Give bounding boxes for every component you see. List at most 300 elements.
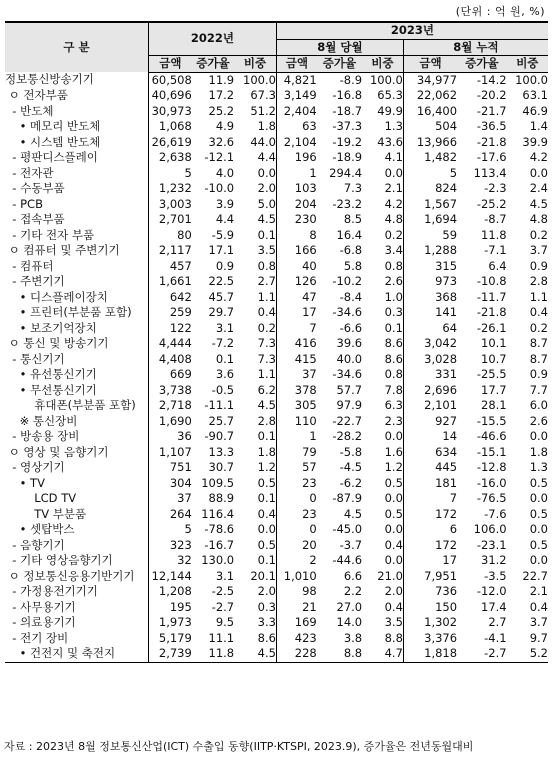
- cell-share-2022: 0.1: [257, 491, 276, 505]
- table-row: [5, 119, 548, 135]
- cell-growth-aug: -10.2: [332, 274, 363, 288]
- cell-growth-cum: -21.8: [476, 134, 507, 149]
- cell-growth-aug: -18.9: [332, 150, 363, 164]
- cell-growth-2022: 3.6: [215, 367, 235, 381]
- cell-growth-aug: 7.3: [343, 181, 363, 195]
- cell-amount-cum: 445: [403, 460, 457, 476]
- cell-growth-2022: 30.7: [208, 460, 235, 474]
- header-category: 구 분: [5, 22, 148, 72]
- row-label: • TV: [5, 476, 148, 492]
- cell-share-cum: 0.0: [529, 165, 548, 180]
- cell-growth-cum: -14.2: [476, 72, 507, 87]
- table-row: [5, 150, 548, 166]
- cell-amount-cum: 13,966: [403, 135, 457, 151]
- header-growth-2022: 증가율: [192, 56, 234, 73]
- cell-share-2022: 3.3: [257, 615, 276, 629]
- cell-share-2022: 5.0: [257, 196, 276, 211]
- cell-amount-cum: 3,028: [403, 352, 457, 368]
- cell-growth-2022: -90.7: [204, 429, 235, 443]
- cell-amount-aug: 23: [276, 507, 316, 523]
- cell-growth-2022: 22.5: [208, 274, 235, 288]
- cell-growth-2022: 3.9: [215, 196, 235, 211]
- cell-amount-aug: 1: [276, 166, 316, 182]
- cell-amount-aug: 21: [276, 600, 316, 616]
- cell-share-cum: 4.2: [529, 150, 548, 164]
- cell-amount-cum: 64: [403, 321, 457, 337]
- cell-growth-2022: 17.1: [208, 243, 235, 257]
- cell-growth-2022: 32.6: [208, 134, 235, 149]
- cell-growth-cum: -8.7: [484, 212, 507, 226]
- cell-growth-2022: 29.7: [208, 305, 235, 319]
- cell-growth-cum: -36.5: [476, 119, 507, 133]
- cell-growth-aug: -44.6: [332, 553, 363, 567]
- cell-share-2022: 0.4: [257, 305, 276, 319]
- cell-amount-aug: 40: [276, 259, 316, 275]
- cell-share-2022: 1.2: [257, 460, 276, 474]
- cell-share-cum: 0.5: [529, 537, 548, 552]
- row-label: - 의료용기기: [5, 615, 148, 631]
- cell-share-cum: 7.7: [529, 382, 548, 397]
- cell-amount-aug: 98: [276, 584, 316, 600]
- cell-amount-cum: 1,818: [403, 646, 457, 662]
- cell-share-aug: 8.6: [384, 336, 403, 350]
- table-row: [5, 197, 548, 213]
- cell-share-cum: 8.7: [529, 336, 548, 350]
- cell-amount-aug: 57: [276, 460, 316, 476]
- cell-growth-cum: 113.4: [473, 165, 507, 180]
- header-growth-aug: 증가율: [317, 56, 362, 73]
- table-row: [5, 553, 548, 569]
- row-label: • 건전지 및 축전지: [5, 646, 148, 662]
- table-row: [5, 367, 548, 383]
- cell-amount-aug: 126: [276, 274, 316, 290]
- cell-amount-aug: 169: [276, 615, 316, 631]
- cell-growth-cum: -2.7: [457, 646, 507, 662]
- cell-share-2022: 1.8: [257, 444, 276, 459]
- cell-share-2022: 4.5: [234, 646, 276, 662]
- cell-growth-aug: 39.6: [336, 336, 363, 350]
- cell-amount-2022: 60,508: [151, 72, 192, 87]
- cell-growth-cum: 28.1: [481, 398, 507, 412]
- cell-amount-cum: 1,302: [403, 615, 457, 631]
- table-row: [5, 259, 548, 275]
- cell-growth-aug: 14.0: [336, 615, 363, 629]
- cell-amount-aug: 8: [276, 228, 316, 244]
- cell-share-2022: 0.8: [257, 258, 276, 273]
- cell-growth-2022: 3.1: [215, 320, 235, 335]
- cell-amount-cum: 1,288: [403, 243, 457, 259]
- cell-growth-cum: -12.8: [476, 460, 507, 474]
- cell-amount-2022: 37: [177, 491, 192, 505]
- cell-growth-aug: -22.7: [332, 413, 363, 428]
- cell-share-cum: 0.0: [529, 522, 548, 536]
- cell-amount-cum: 17: [403, 553, 457, 569]
- cell-share-aug: 0.1: [384, 320, 403, 335]
- row-label: - 주변기기: [5, 274, 148, 290]
- header-aug-current: 8월 당월: [276, 39, 403, 56]
- cell-amount-2022: 1,107: [158, 444, 192, 459]
- cell-share-aug: 49.9: [377, 103, 403, 118]
- cell-growth-cum: 11.8: [481, 227, 507, 242]
- cell-growth-aug: -34.6: [332, 305, 363, 319]
- cell-growth-aug: -8.4: [339, 289, 363, 304]
- cell-growth-aug: -34.6: [332, 367, 363, 381]
- table-row: [5, 383, 548, 399]
- cell-share-2022: 2.0: [257, 181, 276, 195]
- cell-amount-2022: 3,738: [158, 382, 192, 397]
- table-row: [5, 290, 548, 306]
- cell-share-aug: 1.6: [384, 444, 403, 459]
- table-row: [5, 414, 548, 430]
- cell-growth-cum: -25.2: [476, 196, 507, 211]
- cell-amount-cum: 141: [403, 305, 457, 321]
- cell-growth-cum: -10.8: [476, 274, 507, 288]
- cell-amount-cum: 927: [403, 414, 457, 430]
- cell-share-aug: 0.0: [384, 165, 403, 180]
- cell-amount-2022: 669: [169, 367, 192, 381]
- cell-amount-cum: 59: [403, 228, 457, 244]
- cell-growth-aug: -18.7: [332, 103, 363, 118]
- row-label: - 수동부품: [5, 181, 148, 197]
- cell-amount-cum: 34,977: [403, 72, 457, 88]
- cell-growth-aug: 294.4: [329, 165, 363, 180]
- cell-growth-aug: 6.6: [343, 568, 363, 583]
- row-label: - 방송용 장비: [5, 429, 148, 445]
- cell-share-aug: 0.8: [384, 367, 403, 381]
- cell-share-aug: 0.4: [384, 599, 403, 614]
- cell-share-cum: 5.2: [507, 646, 548, 662]
- table-row: [5, 460, 548, 476]
- cell-share-2022: 0.3: [257, 599, 276, 614]
- cell-share-aug: 0.5: [384, 475, 403, 490]
- cell-amount-2022: 323: [169, 537, 192, 552]
- table-row: [5, 631, 548, 647]
- header-amount-cum: 금액: [403, 56, 457, 73]
- cell-share-cum: 2.4: [529, 181, 548, 195]
- cell-amount-aug: 196: [276, 150, 316, 166]
- table-row: [5, 305, 548, 321]
- cell-share-2022: 1.1: [257, 289, 276, 304]
- cell-amount-2022: 5,179: [158, 630, 192, 645]
- table-body: [5, 72, 548, 662]
- row-label: - 통신기기: [5, 352, 148, 368]
- cell-amount-2022: 4,444: [158, 336, 192, 350]
- cell-amount-aug: 23: [276, 476, 316, 492]
- cell-growth-2022: -16.7: [204, 537, 235, 552]
- cell-share-2022: 6.2: [257, 382, 276, 397]
- cell-growth-cum: -4.1: [484, 630, 507, 645]
- cell-amount-2022: 1,690: [158, 413, 192, 428]
- cell-growth-2022: 13.3: [208, 444, 235, 459]
- row-label: • 시스템 반도체: [5, 135, 148, 151]
- cell-amount-2022: 457: [169, 258, 192, 273]
- cell-amount-cum: 172: [403, 538, 457, 554]
- header-growth-cum: 증가율: [457, 56, 507, 73]
- cell-share-aug: 21.0: [377, 568, 403, 583]
- cell-amount-2022: 4,408: [158, 351, 192, 366]
- row-label: - 컴퓨터: [5, 259, 148, 275]
- header-aug-cumulative: 8월 누적: [403, 39, 548, 56]
- cell-growth-2022: 109.5: [201, 475, 235, 490]
- cell-amount-2022: 1,661: [158, 274, 192, 288]
- header-amount-2022: 금액: [148, 56, 191, 73]
- row-label: • 무선통신기기: [5, 383, 148, 399]
- cell-growth-2022: -78.6: [204, 522, 235, 536]
- cell-share-2022: 4.5: [257, 212, 276, 226]
- cell-share-aug: 2.6: [384, 274, 403, 288]
- cell-growth-aug: 4.5: [343, 506, 363, 521]
- table-row: [5, 243, 548, 259]
- cell-growth-cum: -21.7: [476, 103, 507, 118]
- cell-amount-aug: 423: [276, 631, 316, 647]
- cell-share-cum: 3.7: [529, 615, 548, 629]
- cell-share-cum: 0.4: [529, 599, 548, 614]
- cell-share-cum: 2.6: [529, 413, 548, 428]
- cell-share-2022: 2.8: [257, 413, 276, 428]
- cell-share-cum: 0.0: [529, 429, 548, 443]
- row-label: - 사무용기기: [5, 600, 148, 616]
- cell-share-2022: 1.8: [257, 119, 276, 133]
- row-label: TV 부분품: [5, 507, 148, 523]
- table-row: [5, 445, 548, 461]
- table-row: [5, 429, 548, 445]
- cell-growth-2022: 11.8: [192, 646, 234, 662]
- cell-share-2022: 0.0: [257, 165, 276, 180]
- cell-amount-cum: 634: [403, 445, 457, 461]
- cell-growth-cum: 17.7: [481, 382, 507, 397]
- cell-amount-cum: 5: [403, 166, 457, 182]
- cell-share-cum: 6.0: [529, 398, 548, 412]
- cell-amount-aug: 378: [276, 383, 316, 399]
- cell-share-aug: 43.6: [377, 134, 403, 149]
- cell-amount-cum: 16,400: [403, 104, 457, 120]
- cell-share-aug: 4.7: [362, 646, 403, 662]
- cell-share-2022: 7.3: [257, 351, 276, 366]
- cell-growth-2022: -0.5: [211, 382, 235, 397]
- cell-growth-aug: 16.4: [336, 227, 363, 242]
- cell-share-aug: 4.1: [384, 150, 403, 164]
- cell-share-aug: 0.0: [384, 553, 403, 567]
- header-share-cum: 비중: [507, 56, 548, 73]
- cell-amount-aug: 4,821: [276, 72, 316, 88]
- row-label: • 보조기억장치: [5, 321, 148, 337]
- cell-growth-aug: -23.2: [332, 196, 363, 211]
- cell-growth-aug: -19.2: [332, 134, 363, 149]
- cell-growth-aug: 8.5: [343, 212, 363, 226]
- row-label: ※ 통신장비: [5, 414, 148, 430]
- row-label: - 기타 전자 부품: [5, 228, 148, 244]
- cell-share-aug: 8.8: [384, 630, 403, 645]
- cell-share-2022: 4.4: [257, 150, 276, 164]
- cell-growth-aug: -4.5: [339, 460, 363, 474]
- cell-growth-2022: 0.9: [215, 258, 235, 273]
- cell-amount-cum: 504: [403, 119, 457, 135]
- row-label: - 평판디스플레이: [5, 150, 148, 166]
- cell-amount-2022: 1,232: [158, 181, 192, 195]
- cell-growth-cum: -11.7: [476, 289, 507, 304]
- cell-share-cum: 0.9: [529, 258, 548, 273]
- cell-share-2022: 0.1: [257, 553, 276, 567]
- cell-amount-2022: 30,973: [151, 103, 192, 118]
- header-year-2022: 2022년: [148, 22, 276, 56]
- cell-share-2022: 1.1: [257, 367, 276, 381]
- row-label: LCD TV: [5, 491, 148, 507]
- cell-growth-2022: 45.7: [208, 289, 235, 304]
- cell-growth-2022: 130.0: [201, 553, 235, 567]
- cell-share-cum: 63.1: [522, 88, 548, 102]
- cell-growth-aug: -6.6: [339, 320, 363, 335]
- cell-amount-2022: 5: [184, 165, 192, 180]
- cell-share-cum: 22.7: [522, 568, 548, 583]
- table-row: [5, 181, 548, 197]
- cell-growth-aug: -87.9: [332, 491, 363, 505]
- cell-growth-aug: -6.2: [339, 475, 363, 490]
- row-label: - PCB: [5, 197, 148, 213]
- cell-amount-aug: 166: [276, 243, 316, 259]
- row-label: - 음향기기: [5, 538, 148, 554]
- cell-share-aug: 0.5: [384, 506, 403, 521]
- cell-share-2022: 0.5: [257, 475, 276, 490]
- cell-amount-2022: 26,619: [151, 134, 192, 149]
- cell-share-aug: 100.0: [369, 72, 403, 87]
- cell-amount-2022: 2,117: [158, 243, 192, 257]
- cell-amount-2022: 751: [169, 460, 192, 474]
- cell-share-aug: 6.3: [384, 398, 403, 412]
- cell-share-2022: 20.1: [250, 568, 276, 583]
- cell-share-aug: 0.2: [384, 227, 403, 242]
- cell-growth-cum: -12.0: [476, 584, 507, 598]
- cell-growth-cum: -21.8: [476, 305, 507, 319]
- cell-growth-aug: -5.8: [339, 444, 363, 459]
- cell-growth-cum: -76.5: [476, 491, 507, 505]
- table-row: [5, 104, 548, 120]
- cell-growth-aug: 5.8: [343, 258, 363, 273]
- cell-amount-2022: 3,003: [158, 196, 192, 211]
- cell-growth-cum: -46.6: [476, 429, 507, 443]
- cell-growth-aug: 97.9: [336, 398, 363, 412]
- cell-amount-aug: 1,010: [276, 569, 316, 585]
- cell-amount-aug: 416: [276, 336, 316, 352]
- cell-amount-aug: 47: [276, 290, 316, 306]
- cell-amount-2022: 40,696: [151, 88, 192, 102]
- table-row: [5, 88, 548, 104]
- row-label: • 디스플레이장치: [5, 290, 148, 306]
- cell-growth-cum: -7.6: [484, 506, 507, 521]
- table-row: [5, 166, 548, 182]
- cell-growth-cum: -26.1: [476, 320, 507, 335]
- table-row: [5, 646, 548, 662]
- cell-share-aug: 3.5: [384, 615, 403, 629]
- cell-share-cum: 3.7: [529, 243, 548, 257]
- source-note: 자료 : 2023년 8월 정보통신산업(ICT) 수출입 동향(IITP·KTSPI, 2023.9), 증가율은 전년동월대비: [4, 740, 474, 753]
- cell-amount-2022: 2,718: [158, 398, 192, 412]
- cell-growth-cum: -3.5: [484, 568, 507, 583]
- cell-amount-aug: 110: [276, 414, 316, 430]
- cell-growth-cum: -2.3: [484, 181, 507, 195]
- cell-amount-cum: 2,101: [403, 398, 457, 414]
- cell-amount-cum: 181: [403, 476, 457, 492]
- cell-share-cum: 0.9: [529, 367, 548, 381]
- cell-amount-aug: 230: [276, 212, 316, 228]
- cell-share-cum: 0.2: [529, 320, 548, 335]
- table-row: [5, 507, 548, 523]
- cell-amount-cum: 7,951: [403, 569, 457, 585]
- cell-growth-cum: -15.1: [476, 444, 507, 459]
- cell-share-2022: 0.2: [257, 320, 276, 335]
- cell-growth-aug: 57.7: [336, 382, 363, 397]
- cell-amount-cum: 315: [403, 259, 457, 275]
- cell-amount-2022: 2,739: [148, 646, 191, 662]
- header-amount-aug: 금액: [276, 56, 316, 73]
- cell-growth-aug: 40.0: [336, 351, 363, 366]
- cell-growth-aug: 8.8: [317, 646, 362, 662]
- table-row: [5, 398, 548, 414]
- cell-share-2022: 0.4: [257, 506, 276, 521]
- cell-amount-2022: 642: [169, 289, 192, 304]
- cell-amount-cum: 22,062: [403, 88, 457, 104]
- cell-share-cum: 100.0: [515, 72, 548, 87]
- cell-growth-cum: 10.1: [481, 336, 507, 350]
- cell-amount-aug: 37: [276, 367, 316, 383]
- cell-amount-cum: 824: [403, 181, 457, 197]
- cell-share-2022: 7.3: [257, 336, 276, 350]
- cell-amount-aug: 7: [276, 321, 316, 337]
- cell-share-2022: 51.2: [250, 103, 276, 118]
- cell-amount-aug: 305: [276, 398, 316, 414]
- cell-share-cum: 0.4: [529, 305, 548, 319]
- cell-share-cum: 46.9: [522, 103, 548, 118]
- row-label: ㅇ 정보통신응용기반기기: [5, 569, 148, 585]
- cell-growth-cum: -17.6: [476, 150, 507, 164]
- ict-export-table: [5, 21, 548, 663]
- cell-amount-2022: 2,701: [158, 212, 192, 226]
- cell-share-aug: 4.2: [384, 196, 403, 211]
- row-label: - 전기 장비: [5, 631, 148, 647]
- table-row: [5, 212, 548, 228]
- cell-share-cum: 0.0: [529, 553, 548, 567]
- cell-growth-cum: 10.7: [481, 351, 507, 366]
- cell-share-cum: 1.3: [529, 460, 548, 474]
- cell-share-aug: 2.1: [384, 181, 403, 195]
- header-share-2022: 비중: [234, 56, 276, 73]
- cell-growth-cum: -25.5: [476, 367, 507, 381]
- row-label: • 프린터(부분품 포함): [5, 305, 148, 321]
- cell-share-cum: 39.9: [522, 134, 548, 149]
- cell-share-aug: 4.8: [384, 212, 403, 226]
- cell-share-2022: 4.5: [257, 398, 276, 412]
- cell-amount-cum: 150: [403, 600, 457, 616]
- row-label: ㅇ 컴퓨터 및 주변기기: [5, 243, 148, 259]
- cell-growth-2022: -10.0: [204, 181, 235, 195]
- cell-growth-2022: 11.9: [208, 72, 235, 87]
- cell-share-cum: 0.5: [529, 475, 548, 490]
- cell-share-cum: 2.8: [529, 274, 548, 288]
- cell-amount-aug: 0: [276, 491, 316, 507]
- cell-amount-cum: 2,696: [403, 383, 457, 399]
- cell-growth-aug: -37.3: [332, 119, 363, 133]
- cell-growth-2022: 4.0: [215, 165, 235, 180]
- cell-amount-2022: 264: [169, 506, 192, 521]
- cell-share-aug: 65.3: [377, 88, 403, 102]
- cell-share-2022: 44.0: [250, 134, 276, 149]
- cell-amount-2022: 80: [177, 227, 192, 242]
- cell-amount-2022: 1,208: [158, 584, 192, 598]
- cell-growth-2022: -2.5: [211, 584, 235, 598]
- cell-growth-cum: 2.7: [488, 615, 507, 629]
- cell-growth-cum: 6.4: [488, 258, 507, 273]
- cell-growth-aug: -28.2: [332, 429, 363, 443]
- cell-share-2022: 0.0: [257, 522, 276, 536]
